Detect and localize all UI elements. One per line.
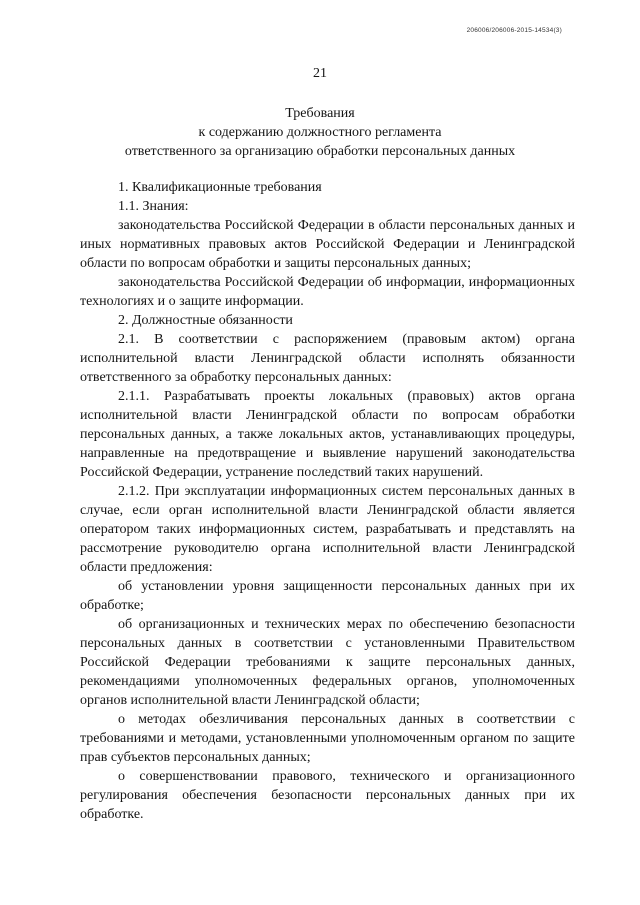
paragraph: 2.1. В соответствии с распоряжением (правовым актом) органа исполнительной власти Ленинградской области исполнять обязанности ответственного за обработку персональных данных: [80, 332, 575, 385]
title-line: к содержанию должностного регламента [198, 125, 442, 140]
list-item: о совершенствовании правового, технического и организационного регулирования обеспечения безопасности персональных данных при их обработке. [80, 769, 575, 822]
title-line: ответственного за организацию обработки персональных данных [124, 144, 516, 159]
page-number: 21 [313, 66, 327, 81]
list-item: о методах обезличивания персональных данных в соответствии с требованиями и методами, установленными уполномоченным органом по защите прав субъектов персональных данных; [80, 712, 575, 765]
paragraph: законодательства Российской Федерации в области персональных данных и иных нормативных правовых актов Российской Федерации и Ленинградской области по вопросам обработки и защиты персональных данных; [80, 218, 575, 271]
paragraph: законодательства Российской Федерации об информации, информационных технологиях и о защите информации. [80, 275, 575, 309]
document-body [80, 178, 575, 824]
subsection-heading: 1.1. Знания: [118, 199, 189, 214]
list-item: об установлении уровня защищенности персональных данных при их обработке; [80, 579, 575, 613]
paragraph: 2.1.2. При эксплуатации информационных систем персональных данных в случае, если орган исполнительной власти Ленинградской области является оператором таких информационных систем, разрабатывать и представлять на рассмотрение руководителю органа исполнительной власти Ленинградской области предложения: [80, 484, 575, 575]
section-heading: 1. Квалификационные требования [118, 180, 322, 195]
paragraph: 2.1.1. Разрабатывать проекты локальных (правовых) актов органа исполнительной власти Ленинградской области по вопросам обработки персональных данных, а также локальных актов, устанавливающих процедуры, направленные на предотвращение и выявление нарушений законодательства Российской Федерации, устранение последствий таких нарушений. [80, 389, 575, 480]
section-heading: 2. Должностные обязанности [118, 313, 293, 328]
list-item: об организационных и технических мерах по обеспечению безопасности персональных данных в соответствии с установленными Правительством Российской Федерации требованиями к защите персональных данных, рекомендациями уполномоченных федеральных органов, уполномоченных органов исполнительной власти Ленинградской области; [80, 617, 575, 708]
document-title [100, 104, 540, 161]
title-line: Требования [285, 106, 355, 121]
document-id: 206006/206006-2015-14534(3) [466, 27, 562, 34]
